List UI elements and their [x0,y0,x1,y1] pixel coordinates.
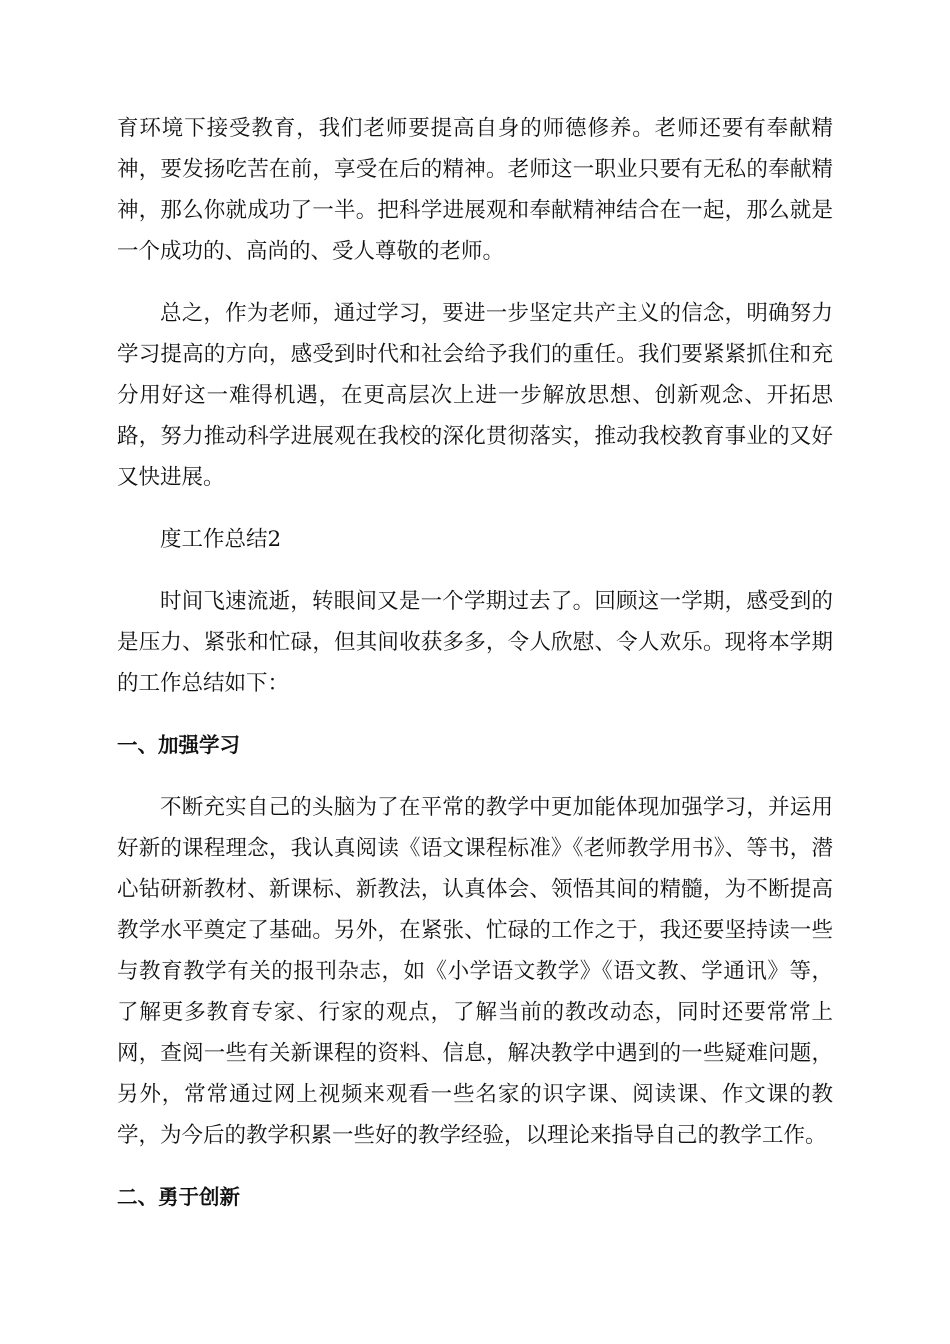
heading-strengthen-study: 一、加强学习 [117,733,240,757]
paragraph-study: 不断充实自己的头脑为了在平常的教学中更加能体现加强学习，并运用好新的课程理念，我认真阅读《语文课程标准》《老师教学用书》、等书，潜心钻研新教材、新课标、新教法，认真体会、领悟其间的精髓，为不断提高教学水平奠定了基础。另外，在紧张、忙碌的工作之于，我还要坚持读一些与教育教学有关的报刊杂志，如《小学语文教学》《语文教、学通讯》等，了解更多教育专家、行家的观点，了解当前的教改动态，同时还要常常上网，查阅一些有关新课程的资料、信息，解决教学中遇到的一些疑难问题，另外，常常通过网上视频来观看一些名家的识字课、阅读课、作文课的教学，为今后的教学积累一些好的教学经验，以理论来指导自己的教学工作。 [117,795,833,1148]
paragraph-intro: 时间飞速流逝，转眼间又是一个学期过去了。回顾这一学期，感受到的是压力、紧张和忙碌，但其间收获多多，令人欣慰、令人欢乐。现将本学期的工作总结如下： [117,589,833,696]
document-body [117,108,833,1239]
section-title: 度工作总结2 [160,527,282,552]
heading-innovation: 二、勇于创新 [117,1185,240,1209]
paragraph-conclusion: 总之，作为老师，通过学习，要进一步坚定共产主义的信念，明确努力学习提高的方向，感受到时代和社会给予我们的重任。我们要紧紧抓住和充分用好这一难得机遇，在更高层次上进一步解放思想、创新观念、开拓思路，努力推动科学进展观在我校的深化贯彻落实，推动我校教育事业的又好又快进展。 [117,301,833,490]
paragraph-continuation: 育环境下接受教育，我们老师要提高自身的师德修养。老师还要有奉献精神，要发扬吃苦在前，享受在后的精神。老师这一职业只要有无私的奉献精神，那么你就成功了一半。把科学进展观和奉献精神结合在一起，那么就是一个成功的、高尚的、受人尊敬的老师。 [117,116,833,264]
